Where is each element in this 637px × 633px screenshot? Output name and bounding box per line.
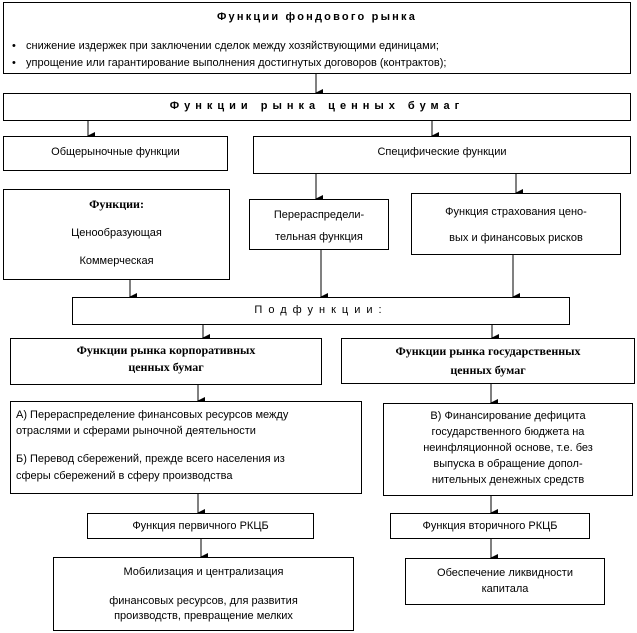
liquidity-line-1: Обеспечение ликвидности	[437, 567, 573, 579]
specific-functions-label: Специфические функции	[377, 146, 507, 158]
stock-market-title: Функции фондового рынка	[216, 11, 418, 23]
functions-list-box	[3, 189, 230, 280]
general-functions-box	[3, 136, 228, 171]
primary-market-label: Функция первичного РКЦБ	[132, 520, 269, 532]
mobilization-line-3: производств, превращение мелких	[114, 610, 293, 622]
gov-line-2: государственного бюджета на	[431, 426, 585, 438]
corp-a-line-2: отраслями и сферами рыночной деятельности	[16, 425, 256, 437]
corp-b-line-2: сферы сбережений в сферу производства	[16, 470, 233, 482]
corporate-securities-box	[10, 338, 322, 385]
stock-market-functions-box	[3, 2, 631, 74]
liquidity-line-2: капитала	[481, 583, 529, 595]
securities-market-title: Функции рынка ценных бумаг	[169, 100, 465, 112]
functions-list-title: Функции:	[89, 197, 144, 211]
general-functions-label: Общерыночные функции	[51, 146, 180, 158]
secondary-market-label: Функция вторичного РКЦБ	[422, 520, 558, 532]
corporate-line-1: Функции рынка корпоративных	[76, 343, 256, 357]
government-line-1: Функции рынка государственных	[395, 344, 581, 358]
mobilization-line-1: Мобилизация и централизация	[123, 566, 284, 578]
redistribution-line-1: Перераспредели-	[273, 209, 365, 221]
functions-list-item-2: Коммерческая	[79, 255, 154, 267]
insurance-line-2: вых и финансовых рисков	[449, 232, 583, 244]
government-details-box	[383, 403, 633, 496]
gov-line-4: выпуска в обращение допол-	[433, 458, 583, 470]
bullet-1: •	[12, 40, 16, 52]
stock-market-item-1: снижение издержек при заключении сделок между хозяйствующими единицами;	[26, 40, 439, 52]
mobilization-box	[53, 557, 354, 631]
gov-line-5: нительных денежных средств	[431, 474, 585, 486]
secondary-market-function-box	[390, 513, 590, 539]
corporate-details-box	[10, 401, 362, 494]
government-line-2: ценных бумаг	[450, 363, 526, 377]
government-securities-box	[341, 338, 635, 384]
mobilization-line-2: финансовых ресурсов, для развития	[109, 595, 298, 607]
insurance-line-1: Функция страхования цено-	[445, 206, 587, 218]
specific-functions-box	[253, 136, 631, 174]
corp-b-line-1: Б) Перевод сбережений, прежде всего населения из	[16, 453, 285, 465]
primary-market-function-box	[87, 513, 314, 539]
redistribution-line-2: тельная функция	[275, 231, 363, 243]
liquidity-box	[405, 558, 605, 605]
subfunctions-box	[72, 297, 570, 325]
corp-a-line-1: А) Перераспределение финансовых ресурсов между	[16, 409, 289, 421]
gov-line-3: неинфляционной основе, т.е. без	[423, 442, 593, 454]
stock-market-item-2: упрощение или гарантирование выполнения достигнутых договоров (контрактов);	[26, 57, 447, 69]
securities-market-functions-box	[3, 93, 631, 121]
bullet-2: •	[12, 57, 16, 69]
gov-line-1: В) Финансирование дефицита	[430, 410, 586, 422]
subfunctions-title: Подфункции:	[254, 304, 388, 316]
insurance-function-box	[411, 193, 621, 255]
corporate-line-2: ценных бумаг	[128, 360, 204, 374]
functions-list-item-1: Ценообразующая	[71, 227, 162, 239]
redistribution-function-box	[249, 199, 389, 250]
